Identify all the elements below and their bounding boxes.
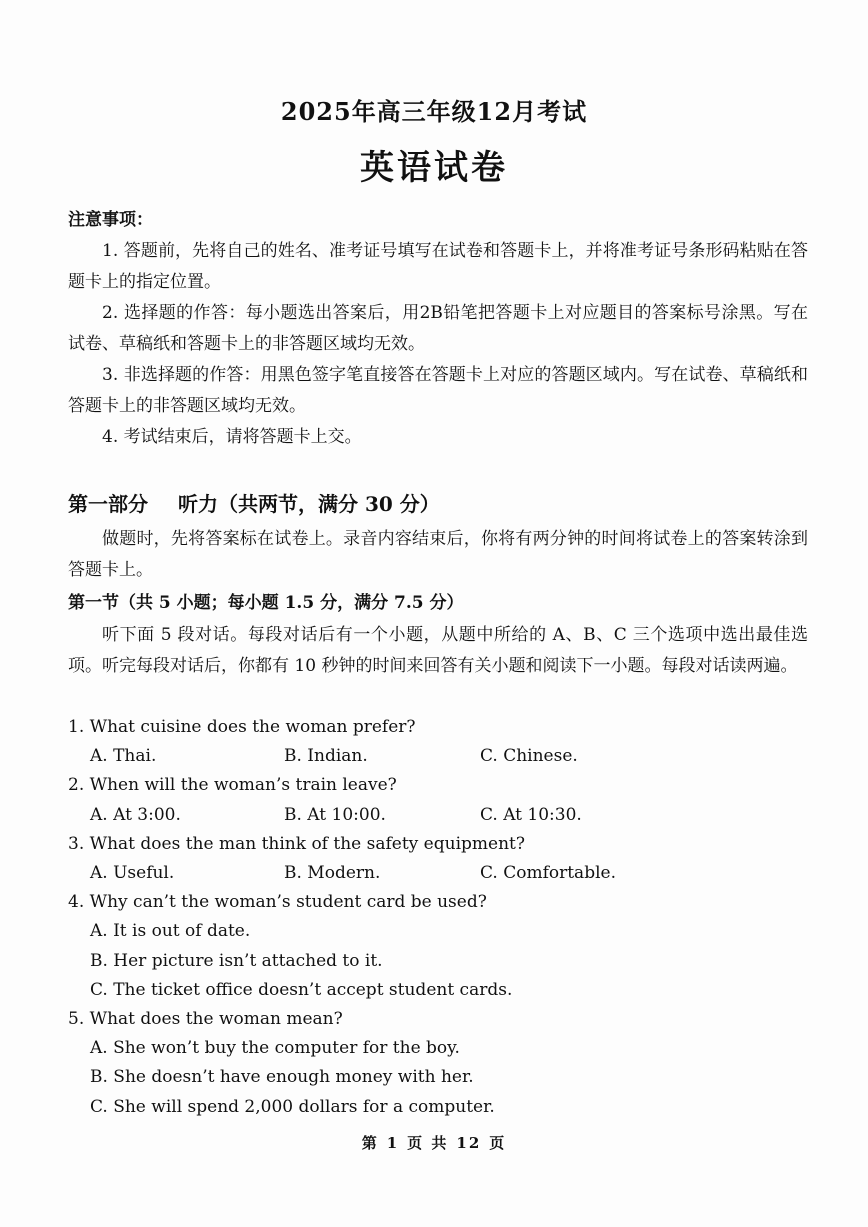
page-number: 1 [386, 1134, 400, 1152]
section-intro-text: 听下面 5 段对话。每段对话后有一个小题，从题中所给的 A、B、C 三个选项中选出最佳选项。听完每段对话后，你都有 10 秒钟的时间来回答有关小题和阅读下一小题。每段对话读两遍。 [68, 625, 808, 676]
page-mid: 页 共 [407, 1134, 449, 1152]
part-intro-text: 做题时，先将答案标在试卷上。录音内容结束后，你将有两分钟的时间将试卷上的答案转涂到答题卡上。 [68, 529, 808, 580]
part-heading [68, 488, 808, 517]
section-intro [68, 620, 808, 682]
option-b: B. At 10:00. [284, 804, 386, 825]
part-title: 听力（共两节，满分 30 分） [178, 492, 440, 516]
question-list [68, 713, 808, 1122]
notice-item: 1. 答题前，先将自己的姓名、准考证号填写在试卷和答题卡上，并将准考证号条形码粘贴在答题卡上的指定位置。 [68, 241, 808, 292]
section-heading: 第一节（共 5 小题；每小题 1.5 分，满分 7.5 分） [68, 593, 464, 613]
notice-item: 3. 非选择题的作答：用黑色签字笔直接答在答题卡上对应的答题区域内。写在试卷、草稿纸和答题卡上的非答题区域均无效。 [68, 365, 808, 416]
option-row [68, 742, 808, 771]
part-label: 第一部分 [68, 492, 148, 516]
question-stem: 3. What does the man think of the safety equipment? [68, 833, 525, 854]
notice-list [68, 236, 808, 453]
page-footer [0, 1132, 868, 1153]
option-c: C. At 10:30. [480, 804, 582, 825]
page-suffix: 页 [489, 1134, 507, 1152]
question-stem: 2. When will the woman’s train leave? [68, 775, 397, 796]
notice-item: 4. 考试结束后，请将答题卡上交。 [102, 427, 362, 447]
option-b: B. Modern. [284, 863, 381, 884]
option-c: C. Chinese. [480, 746, 578, 767]
question-stem: 1. What cuisine does the woman prefer? [68, 717, 416, 737]
option-a: A. Thai. [90, 746, 157, 767]
notice-heading: 注意事项： [68, 210, 153, 230]
option-a: A. It is out of date. [90, 921, 251, 942]
paper-title: 英语试卷 [360, 148, 508, 188]
option-a: A. Useful. [90, 863, 175, 884]
option-c: C. The ticket office doesn’t accept student cards. [90, 979, 513, 1000]
total-pages: 12 [456, 1134, 482, 1152]
option-a: A. At 3:00. [90, 804, 181, 825]
part-intro [68, 524, 808, 586]
option-b: B. Indian. [284, 746, 368, 767]
option-b: B. Her picture isn’t attached to it. [90, 950, 383, 971]
option-c: C. Comfortable. [480, 863, 616, 884]
notice-item: 2. 选择题的作答：每小题选出答案后，用2B铅笔把答题卡上对应题目的答案标号涂黑。写在试卷、草稿纸和答题卡上的非答题区域均无效。 [68, 303, 808, 354]
option-c: C. She will spend 2,000 dollars for a computer. [90, 1096, 495, 1117]
option-row [68, 801, 808, 830]
page-prefix: 第 [361, 1134, 379, 1152]
option-a: A. She won’t buy the computer for the boy. [90, 1038, 460, 1059]
exam-title: 2025年高三年级12月考试 [280, 97, 588, 126]
option-row [68, 859, 808, 888]
question-stem: 4. Why can’t the woman’s student card be used? [68, 892, 487, 913]
question-stem: 5. What does the woman mean? [68, 1009, 343, 1030]
option-b: B. She doesn’t have enough money with her. [90, 1067, 474, 1088]
